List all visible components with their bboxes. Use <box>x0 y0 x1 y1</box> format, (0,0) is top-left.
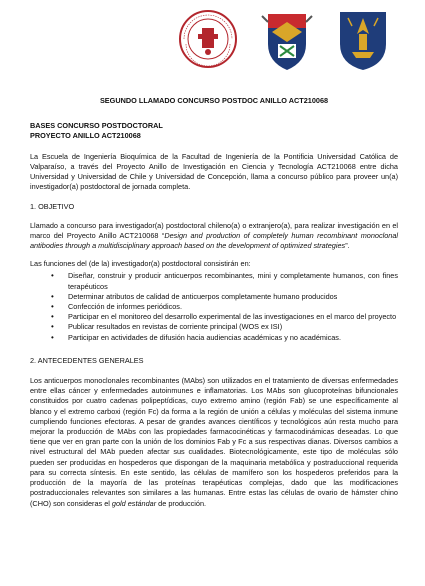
objective-text: Llamado a concurso para investigador(a) postdoctoral chileno(a) o extranjero(a), para realizar investigación en el marco del Proyecto Anillo ACT210068 “ <box>30 220 398 240</box>
list-item: • Determinar atributos de calidad de anticuerpos completamente humano producidos <box>68 292 398 302</box>
section-2-heading: 2. ANTECEDENTES GENERALES <box>30 355 144 365</box>
list-item: • Diseñar, construir y producir anticuerpos recombinantes, mini y completamente humanos, con fines terapéuticos <box>68 271 398 291</box>
logos-header <box>0 8 425 78</box>
background-text: Los anticuerpos monoclonales recombinantes (MAbs) son utilizados en el tratamiento de diversas enfermedades entre ellas cáncer y enfermedades autoinmunes e inflamatorias. Los MAbs son glucoproteínas bifuncionales constituidos por cuatro cadenas polipeptídicas, cuyo extremo amino (región Fab) se une específicamente al blanco y el extremo carboxi (región Fc) da forma a la región de unión a células y moléculas del sistema inmune cumpliendo funciones efectoras. A pesar de grandes avances científicos y tecnológicos aún resta mucho para mejorar la producción de MAbs con las propiedades farmacocinéticas y farmacodinámicas deseadas. Lo que tiene que ver en gran parte con la unión de los dominios Fab y Fc a sus respectivas dianas. Diversos cambios a nivel estructural del MAb pueden afectar sus cualidades. Biotecnológicamente, este tipo de moléculas sólo pueden ser producidas en hospederos que dispongan de la maquinaria metabólica y postraduccional requerida para su correcta síntesis. En este sentido, las células de mamífero son los hospederos preferidos para la producción de la mayoría de las proteínas terapéuticas complejas, dado que las modificaciones postraduccionales relevantes son similares a las humanas. Entre estas las células de ovario de hámster chino (CHO) son consideras el <box>30 376 398 508</box>
background-paragraph <box>30 376 398 509</box>
gold-standard-italic: gold estándar <box>111 498 157 508</box>
objective-end: ”. <box>345 241 350 251</box>
section-1-heading: 1. OBJETIVO <box>30 202 75 212</box>
subtitle-bases: BASES CONCURSO POSTDOCTORAL <box>30 121 163 131</box>
document-title: SEGUNDO LLAMADO CONCURSO POSTDOC ANILLO ACT210068 <box>99 96 329 105</box>
list-item: • Confección de informes periódicos. <box>68 302 398 312</box>
uchile-shield-logo <box>258 8 316 72</box>
functions-list <box>30 271 398 342</box>
subtitle-proyecto: PROYECTO ANILLO ACT210068 <box>30 131 141 141</box>
intro-paragraph: La Escuela de Ingeniería Bioquímica de la Facultad de Ingeniería de la Pontificia Universidad Católica de Valparaíso, a través del Proyecto Anillo de Investigación en Ciencia y Tecnología ACT210068 entre dicha Universidad y Universidad de Chile y Universidad de Concepción, llama a concurso público para proveer un(a) investigador(a) postdoctoral de jornada completa. <box>30 151 398 192</box>
list-item: • Publicar resultados en revistas de corriente principal (WOS ex ISI) <box>68 322 398 332</box>
list-item: • Participar en actividades de difusión hacia audiencias académicas y no académicas. <box>68 333 398 343</box>
functions-intro: Las funciones del (de la) investigador(a) postdoctoral consistirán en: <box>30 259 251 269</box>
background-end: de producción. <box>156 498 207 508</box>
list-item: • Participar en el monitoreo del desarrollo experimental de las investigaciones en el marco del proyecto <box>68 312 398 322</box>
project-title-italic: Design and production of completely human recombinant monoclonal antibodies through a multidisciplinary approach based on the development of optimized strategies <box>30 230 399 251</box>
document-body <box>30 96 398 509</box>
pucv-seal-logo <box>178 8 238 72</box>
objective-paragraph <box>30 221 398 252</box>
udec-crest-logo <box>334 8 392 72</box>
